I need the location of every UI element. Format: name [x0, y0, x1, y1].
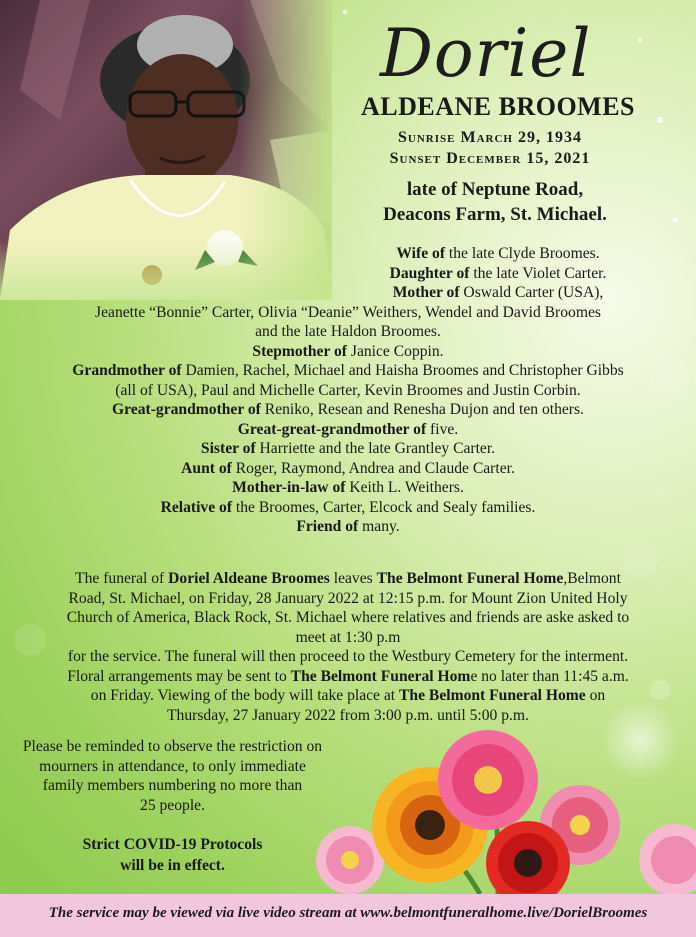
funeral-line-1: The funeral of Doriel Aldeane Broomes leaves The Belmont Funeral Home,Belmont — [75, 570, 621, 587]
relation-grandmother: Grandmother of Damien, Rachel, Michael and Haisha Broomes and Christopher Gibbs — [72, 362, 624, 379]
relation-great-grandmother: Great-grandmother of Reniko, Resean and Renesha Dujon and ten others. — [112, 401, 584, 418]
funeral-line-6: Floral arrangements may be sent to The Belmont Funeral Home no later than 11:45 a.m. — [67, 667, 629, 685]
relation-mother-in-law: Mother-in-law of Keith L. Weithers. — [232, 479, 464, 496]
gerbera-flowers-decoration — [310, 700, 696, 894]
relation-stepmother: Stepmother of Janice Coppin. — [252, 342, 444, 360]
reminder-line-3: family members numbering no more than — [42, 777, 303, 794]
relation-sister: Sister of Harriette and the late Grantley Carter. — [200, 440, 496, 457]
sunset-date: Sunset December 15, 2021 — [389, 150, 591, 167]
reminder-line-1: Please be reminded to observe the restriction on — [22, 738, 323, 755]
reminder-line-2: mourners in attendance, to only immediate — [39, 757, 306, 775]
funeral-line-3: Church of America, Black Rock, St. Michael where relatives and friends are aske asked to — [66, 609, 630, 626]
pink-flower-edge — [639, 824, 696, 894]
relation-mother-cont-2: and the late Haldon Broomes. — [255, 323, 441, 340]
covid-protocols — [20, 834, 325, 876]
relation-friend: Friend of many. — [296, 518, 400, 535]
pink-flower-top — [438, 730, 538, 830]
address-line-2: Deacons Farm, St. Michael. — [383, 204, 607, 225]
relation-aunt: Aunt of Roger, Raymond, Andrea and Claude Carter. — [181, 459, 515, 477]
covid-line-1: Strict COVID-19 Protocols — [82, 836, 263, 853]
relation-wife: Wife of the late Clyde Broomes. — [396, 245, 600, 262]
livestream-text: The service may be viewed via live video stream at www.belmontfuneralhome.live/DorielBroomes — [48, 905, 648, 921]
relation-great-great-grandmother: Great-great-grandmother of five. — [237, 420, 459, 438]
funeral-line-8: Thursday, 27 January 2022 from 3:00 p.m. until 5:00 p.m. — [167, 706, 529, 724]
relation-daughter: Daughter of the late Violet Carter. — [389, 264, 607, 282]
funeral-line-2: Road, St. Michael, on Friday, 28 January 2022 at 12:15 p.m. for Mount Zion United Holy — [68, 589, 628, 607]
relation-grandmother-cont: (all of USA), Paul and Michelle Carter, Kevin Broomes and Justin Corbin. — [115, 381, 581, 399]
funeral-line-5: for the service. The funeral will then proceed to the Westbury Cemetery for the interment. — [67, 648, 629, 665]
livestream-banner — [0, 894, 696, 937]
funeral-line-4: meet at 1:30 p.m — [295, 628, 401, 646]
relation-mother-cont-1: Jeanette “Bonnie” Carter, Olivia “Deanie” Weithers, Wendel and David Broomes — [95, 303, 601, 321]
deceased-first-name: Doriel — [380, 15, 592, 92]
residence-address — [330, 177, 660, 227]
covid-line-2: will be in effect. — [120, 857, 225, 874]
reminder-line-4: 25 people. — [140, 796, 205, 814]
deceased-surname: ALDEANE BROOMES — [360, 92, 636, 121]
address-line-1: late of Neptune Road, — [406, 179, 584, 200]
covid-reminder — [20, 737, 325, 815]
relation-relative: Relative of the Broomes, Carter, Elcock and Sealy families. — [160, 498, 536, 516]
relation-mother: Mother of Oswald Carter (USA), — [392, 284, 604, 301]
funeral-line-7: on Friday. Viewing of the body will take place at The Belmont Funeral Home on — [90, 687, 606, 704]
sunrise-date: Sunrise March 29, 1934 — [398, 129, 582, 146]
family-relations — [18, 244, 678, 537]
